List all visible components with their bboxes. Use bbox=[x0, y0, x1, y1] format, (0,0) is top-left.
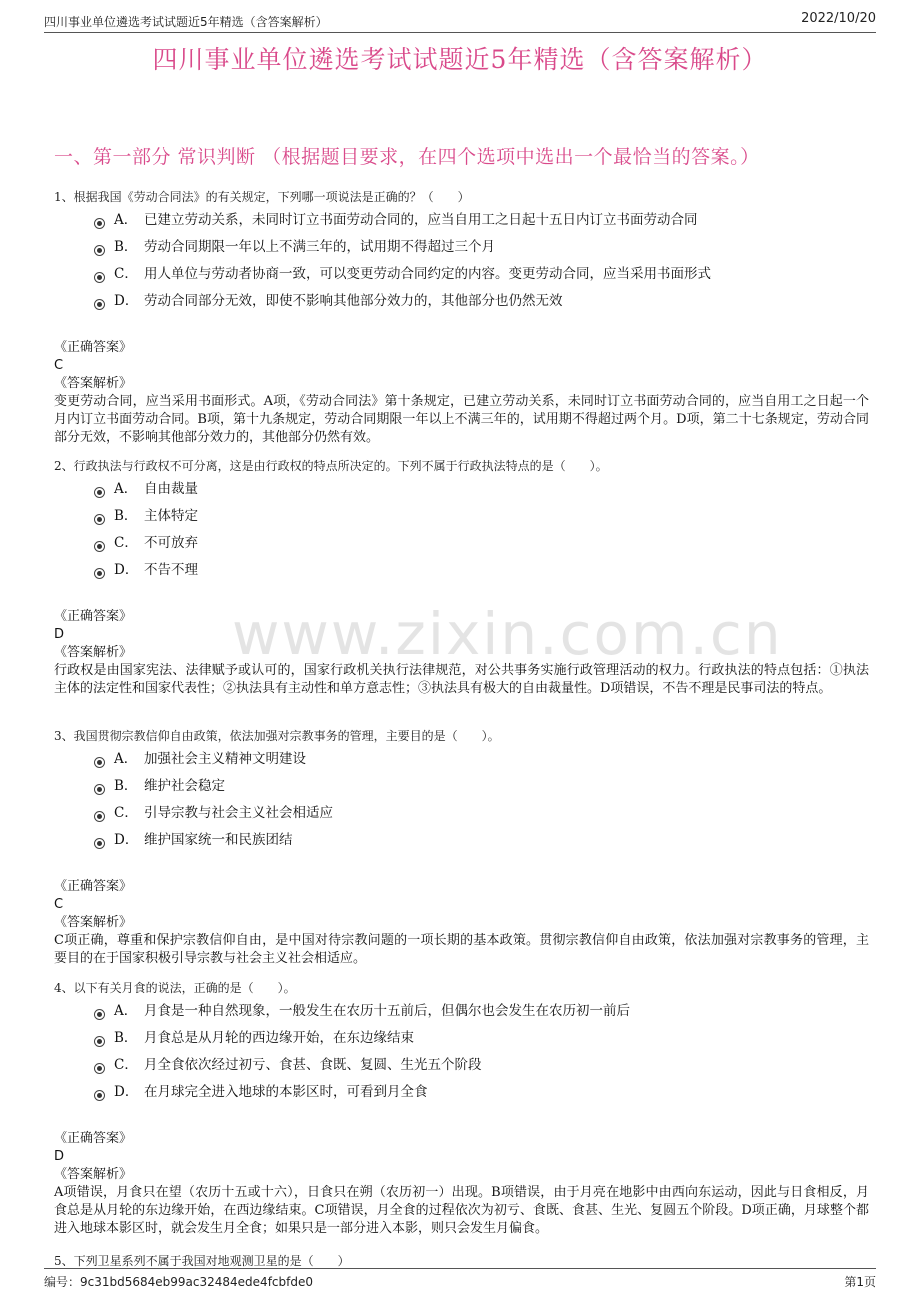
radio-icon[interactable] bbox=[94, 1009, 105, 1020]
option-text: 劳动合同期限一年以上不满三年的，试用期不得超过三个月 bbox=[144, 239, 495, 255]
option-b[interactable]: B． 主体特定 bbox=[54, 505, 869, 532]
document-code: 编号：9c31bd5684eb99ac32484ede4fcbfde0 bbox=[44, 1275, 313, 1289]
explanation-label: 《答案解析》 bbox=[54, 1167, 133, 1182]
correct-answer: C bbox=[54, 358, 64, 373]
answer-label: 《正确答案》 bbox=[54, 340, 133, 355]
header-doc-title: 四川事业单位遴选考试试题近5年精选（含答案解析） bbox=[44, 15, 328, 29]
question-text: 4、以下有关月食的说法，正确的是（ ）。 bbox=[54, 981, 296, 995]
explanation-text: C项正确，尊重和保护宗教信仰自由，是中国对待宗教问题的一项长期的基本政策。贯彻宗教信仰自由政策，依法加强对宗教事务的管理，主要目的在于国家积极引导宗教与社会主义社会相适应。 bbox=[54, 933, 869, 966]
option-text: 用人单位与劳动者协商一致，可以变更劳动合同约定的内容。变更劳动合同，应当采用书面形式 bbox=[144, 266, 711, 282]
option-c[interactable]: C． 不可放弃 bbox=[54, 532, 869, 559]
radio-icon[interactable] bbox=[94, 541, 105, 552]
option-list bbox=[54, 1000, 869, 1108]
question-text: 3、我国贯彻宗教信仰自由政策，依法加强对宗教事务的管理，主要目的是（ ）。 bbox=[54, 729, 500, 743]
watermark: www.zixin.com.cn bbox=[232, 600, 783, 668]
option-c[interactable]: C． 月全食依次经过初亏、食甚、食既、复圆、生光五个阶段 bbox=[54, 1054, 869, 1081]
radio-icon[interactable] bbox=[94, 568, 105, 579]
option-text: 引导宗教与社会主义社会相适应 bbox=[144, 805, 333, 821]
option-text: 月食总是从月轮的西边缘开始，在东边缘结束 bbox=[144, 1030, 414, 1046]
page-number: 第1页 bbox=[844, 1275, 876, 1289]
explanation-label: 《答案解析》 bbox=[54, 915, 133, 930]
next-question-partial: 5、下列卫星系列不属于我国对地观测卫星的是（ ） bbox=[54, 1254, 350, 1268]
option-text: 在月球完全进入地球的本影区时，可看到月全食 bbox=[144, 1084, 428, 1100]
option-text: 已建立劳动关系，未同时订立书面劳动合同的，应当自用工之日起十五日内订立书面劳动合同 bbox=[144, 212, 698, 228]
radio-icon[interactable] bbox=[94, 784, 105, 795]
radio-icon[interactable] bbox=[94, 272, 105, 283]
option-list bbox=[54, 209, 869, 317]
correct-answer: C bbox=[54, 897, 64, 912]
header-date: 2022/10/20 bbox=[801, 11, 876, 26]
explanation-text: A项错误，月食只在望（农历十五或十六），日食只在朔（农历初一）出现。B项错误，由于月亮在地影中由西向东运动，因此与日食相反，月食总是从月轮的东边缘开始，在西边缘结束。C项错误，月全食的过程依次为初亏、食既、食甚、生光、复圆五个阶段。D项正确，月球整个都进入地球本影区时，就会发生月全食；如果只是一部分进入本影，则只会发生月偏食。 bbox=[54, 1185, 869, 1236]
option-a[interactable]: A． 月食是一种自然现象，一般发生在农历十五前后，但偶尔也会发生在农历初一前后 bbox=[54, 1000, 869, 1027]
correct-answer: D bbox=[54, 1149, 65, 1164]
option-a[interactable]: A． 已建立劳动关系，未同时订立书面劳动合同的，应当自用工之日起十五日内订立书面劳动合同 bbox=[54, 209, 869, 236]
question-2 bbox=[54, 457, 869, 698]
radio-icon[interactable] bbox=[94, 838, 105, 849]
option-text: 维护社会稳定 bbox=[144, 778, 225, 794]
option-text: 加强社会主义精神文明建设 bbox=[144, 751, 306, 767]
question-3 bbox=[54, 727, 869, 968]
option-d[interactable]: D． 不告不理 bbox=[54, 559, 869, 586]
answer-block bbox=[54, 1130, 869, 1238]
explanation-label: 《答案解析》 bbox=[54, 376, 133, 391]
option-b[interactable]: B． 维护社会稳定 bbox=[54, 775, 869, 802]
explanation-text: 变更劳动合同，应当采用书面形式。A项，《劳动合同法》第十条规定，已建立劳动关系，未同时订立书面劳动合同的，应当自用工之日起一个月内订立书面劳动合同。B项，第十九条规定，劳动合同期限一年以上不满三年的，试用期不得超过两个月。D项，第二十七条规定，劳动合同部分无效，不影响其他部分效力的，其他部分仍然有效。 bbox=[54, 394, 869, 445]
option-d[interactable]: D． 维护国家统一和民族团结 bbox=[54, 829, 869, 856]
answer-block bbox=[54, 608, 869, 698]
radio-icon[interactable] bbox=[94, 1063, 105, 1074]
radio-icon[interactable] bbox=[94, 218, 105, 229]
option-a[interactable]: A． 自由裁量 bbox=[54, 478, 869, 505]
option-text: 劳动合同部分无效，即使不影响其他部分效力的，其他部分也仍然无效 bbox=[144, 293, 563, 309]
option-text: 月全食依次经过初亏、食甚、食既、复圆、生光五个阶段 bbox=[144, 1057, 482, 1073]
explanation-text: 行政权是由国家宪法、法律赋予或认可的，国家行政机关执行法律规范，对公共事务实施行政管理活动的权力。行政执法的特点包括：①执法主体的法定性和国家代表性；②执法具有主动性和单方意志性；③执法具有极大的自由裁量性。D项错误，不告不理是民事司法的特点。 bbox=[54, 663, 869, 696]
document-title: 四川事业单位遴选考试试题近5年精选（含答案解析） bbox=[152, 45, 768, 74]
option-list bbox=[54, 748, 869, 856]
option-text: 维护国家统一和民族团结 bbox=[144, 832, 293, 848]
page-footer bbox=[44, 1268, 876, 1293]
question-4 bbox=[54, 979, 869, 1238]
answer-block bbox=[54, 878, 869, 968]
radio-icon[interactable] bbox=[94, 487, 105, 498]
correct-answer: D bbox=[54, 627, 65, 642]
option-c[interactable]: C． 用人单位与劳动者协商一致，可以变更劳动合同约定的内容。变更劳动合同，应当采用书面形式 bbox=[54, 263, 869, 290]
option-d[interactable]: D． 劳动合同部分无效，即使不影响其他部分效力的，其他部分也仍然无效 bbox=[54, 290, 869, 317]
explanation-label: 《答案解析》 bbox=[54, 645, 133, 660]
option-text: 自由裁量 bbox=[144, 481, 198, 497]
radio-icon[interactable] bbox=[94, 757, 105, 768]
section-heading: 一、第一部分 常识判断 （根据题目要求，在四个选项中选出一个最恰当的答案。） bbox=[54, 146, 760, 168]
radio-icon[interactable] bbox=[94, 1090, 105, 1101]
answer-block bbox=[54, 339, 869, 447]
radio-icon[interactable] bbox=[94, 245, 105, 256]
answer-label: 《正确答案》 bbox=[54, 609, 133, 624]
answer-label: 《正确答案》 bbox=[54, 1131, 133, 1146]
radio-icon[interactable] bbox=[94, 514, 105, 525]
option-list bbox=[54, 478, 869, 586]
radio-icon[interactable] bbox=[94, 811, 105, 822]
option-text: 月食是一种自然现象，一般发生在农历十五前后，但偶尔也会发生在农历初一前后 bbox=[144, 1003, 630, 1019]
question-text: 2、行政执法与行政权不可分离，这是由行政权的特点所决定的。下列不属于行政执法特点的是（ ）。 bbox=[54, 459, 608, 473]
radio-icon[interactable] bbox=[94, 1036, 105, 1047]
option-b[interactable]: B． 劳动合同期限一年以上不满三年的，试用期不得超过三个月 bbox=[54, 236, 869, 263]
option-text: 主体特定 bbox=[144, 508, 198, 524]
answer-label: 《正确答案》 bbox=[54, 879, 133, 894]
option-a[interactable]: A． 加强社会主义精神文明建设 bbox=[54, 748, 869, 775]
option-text: 不可放弃 bbox=[144, 535, 198, 551]
page-header bbox=[44, 10, 876, 33]
option-d[interactable]: D． 在月球完全进入地球的本影区时，可看到月全食 bbox=[54, 1081, 869, 1108]
radio-icon[interactable] bbox=[94, 299, 105, 310]
question-1 bbox=[54, 188, 869, 447]
option-c[interactable]: C． 引导宗教与社会主义社会相适应 bbox=[54, 802, 869, 829]
question-text: 1、根据我国《劳动合同法》的有关规定，下列哪一项说法是正确的？（ ） bbox=[54, 190, 470, 204]
option-b[interactable]: B． 月食总是从月轮的西边缘开始，在东边缘结束 bbox=[54, 1027, 869, 1054]
option-text: 不告不理 bbox=[144, 562, 198, 578]
